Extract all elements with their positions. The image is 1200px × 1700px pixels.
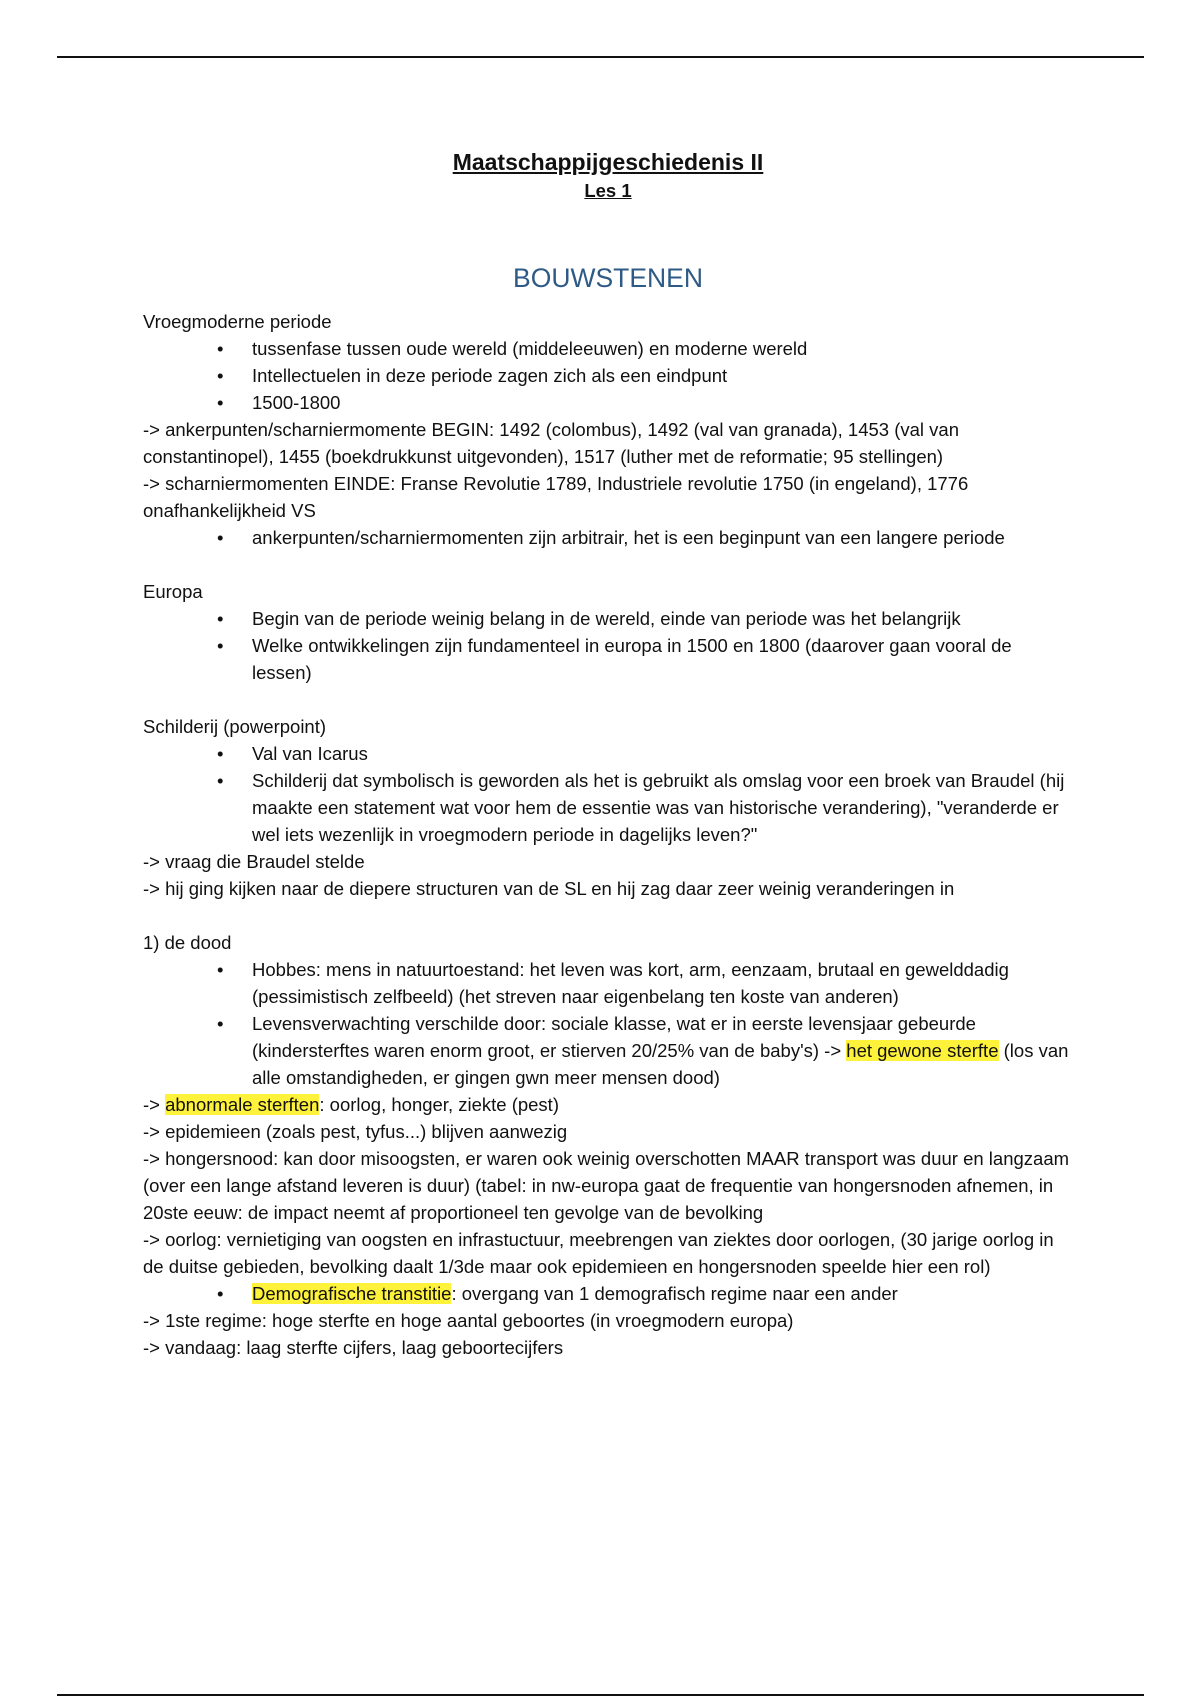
block-schilderij xyxy=(143,713,1073,902)
highlighted-term: abnormale sterften xyxy=(165,1094,320,1115)
list-item xyxy=(252,1280,1073,1307)
bullet-list xyxy=(143,956,1073,1091)
header-rule xyxy=(57,56,1144,58)
text-run: : overgang van 1 demografisch regime naar een ander xyxy=(451,1283,898,1304)
bullet-list xyxy=(143,524,1073,551)
paragraph-gap xyxy=(143,551,1073,578)
bullet-list xyxy=(143,1280,1073,1307)
arrow-line: -> epidemieen (zoals pest, tyfus...) blijven aanwezig xyxy=(143,1121,568,1142)
block-vroegmoderne-periode xyxy=(143,308,1073,551)
block-heading: Schilderij (powerpoint) xyxy=(143,716,327,737)
section-heading: BOUWSTENEN xyxy=(513,263,703,293)
document-page xyxy=(143,140,1073,1361)
list-item: • 1500-1800 xyxy=(252,389,1073,416)
arrow-line: -> vandaag: laag sterfte cijfers, laag geboortecijfers xyxy=(143,1337,564,1358)
arrow-line: -> 1ste regime: hoge sterfte en hoge aantal geboortes (in vroegmodern europa) xyxy=(143,1310,794,1331)
document-subtitle: Les 1 xyxy=(584,180,632,201)
paragraph-gap xyxy=(143,902,1073,929)
list-item: • Begin van de periode weinig belang in de wereld, einde van periode was het belangrijk xyxy=(252,605,1073,632)
list-item: • Intellectuelen in deze periode zagen zich als een eindpunt xyxy=(252,362,1073,389)
arrow-line: -> oorlog: vernietiging van oogsten en infrastuctuur, meebrengen van ziektes door oorlogen, (30 jarige oorlog in de duitse gebieden, bevolking daalt 1/3de maar ook epidemieen en hongersnoden speelde hier een rol) xyxy=(143,1229,1054,1277)
text-run: (los van alle omstandigheden, er gingen gwn meer mensen dood) xyxy=(252,1040,1069,1088)
bullet-list xyxy=(143,335,1073,416)
bullet-list xyxy=(143,740,1073,848)
block-de-dood xyxy=(143,929,1073,1361)
highlighted-term: het gewone sterfte xyxy=(846,1040,999,1061)
text-run: : oorlog, honger, ziekte (pest) xyxy=(319,1094,559,1115)
arrow-line: -> scharniermomenten EINDE: Franse Revolutie 1789, Industriele revolutie 1750 (in engeland), 1776 onafhankelijkheid VS xyxy=(143,473,969,521)
arrow-line: -> vraag die Braudel stelde xyxy=(143,851,365,872)
bullet-list xyxy=(143,605,1073,686)
list-item: • Schilderij dat symbolisch is geworden als het is gebruikt als omslag voor een broek van Braudel (hij maakte een statement wat voor hem de essentie was van historische verandering), "veranderde er wel iets wezenlijk in vroegmodern periode in dagelijks leven?" xyxy=(252,767,1073,848)
list-item: • Hobbes: mens in natuurtoestand: het leven was kort, arm, eenzaam, brutaal en gewelddadig (pessimistisch zelfbeeld) (het streven naar eigenbelang ten koste van anderen) xyxy=(252,956,1073,1010)
block-heading: Europa xyxy=(143,581,203,602)
arrow-line: -> hongersnood: kan door misoogsten, er waren ook weinig overschotten MAAR transport was duur en langzaam (over een lange afstand leveren is duur) (tabel: in nw-europa gaat de frequentie van hongersnoden afnemen, in 20ste eeuw: de impact neemt af proportioneel ten gevolge van de bevolking xyxy=(143,1148,1070,1223)
document-title: Maatschappijgeschiedenis II xyxy=(452,149,764,175)
paragraph-gap xyxy=(143,686,1073,713)
list-item: • ankerpunten/scharniermomenten zijn arbitrair, het is een beginpunt van een langere periode xyxy=(252,524,1073,551)
list-item: • tussenfase tussen oude wereld (middeleeuwen) en moderne wereld xyxy=(252,335,1073,362)
block-heading: Vroegmoderne periode xyxy=(143,311,332,332)
text-run: Levensverwachting verschilde door: sociale klasse, wat er in eerste levensjaar gebeurde (kindersterftes waren enorm groot, er stierven 20/25% van de baby's) -> xyxy=(252,1013,976,1061)
list-item: • Val van Icarus xyxy=(252,740,1073,767)
list-item: • Welke ontwikkelingen zijn fundamenteel in europa in 1500 en 1800 (daarover gaan vooral de lessen) xyxy=(252,632,1073,686)
text-run: -> xyxy=(143,1094,166,1115)
arrow-line: -> hij ging kijken naar de diepere structuren van de SL en hij zag daar zeer weinig veranderingen in xyxy=(143,878,955,899)
arrow-line xyxy=(143,1091,1073,1118)
list-item xyxy=(252,1010,1073,1091)
arrow-line: -> ankerpunten/scharniermomente BEGIN: 1492 (colombus), 1492 (val van granada), 1453 (val van constantinopel), 1455 (boekdrukkunst uitgevonden), 1517 (luther met de reformatie; 95 stellingen) xyxy=(143,419,959,467)
block-europa xyxy=(143,578,1073,686)
footer-rule xyxy=(57,1694,1144,1696)
highlighted-term: Demografische transtitie xyxy=(252,1283,452,1304)
block-heading: 1) de dood xyxy=(143,932,232,953)
